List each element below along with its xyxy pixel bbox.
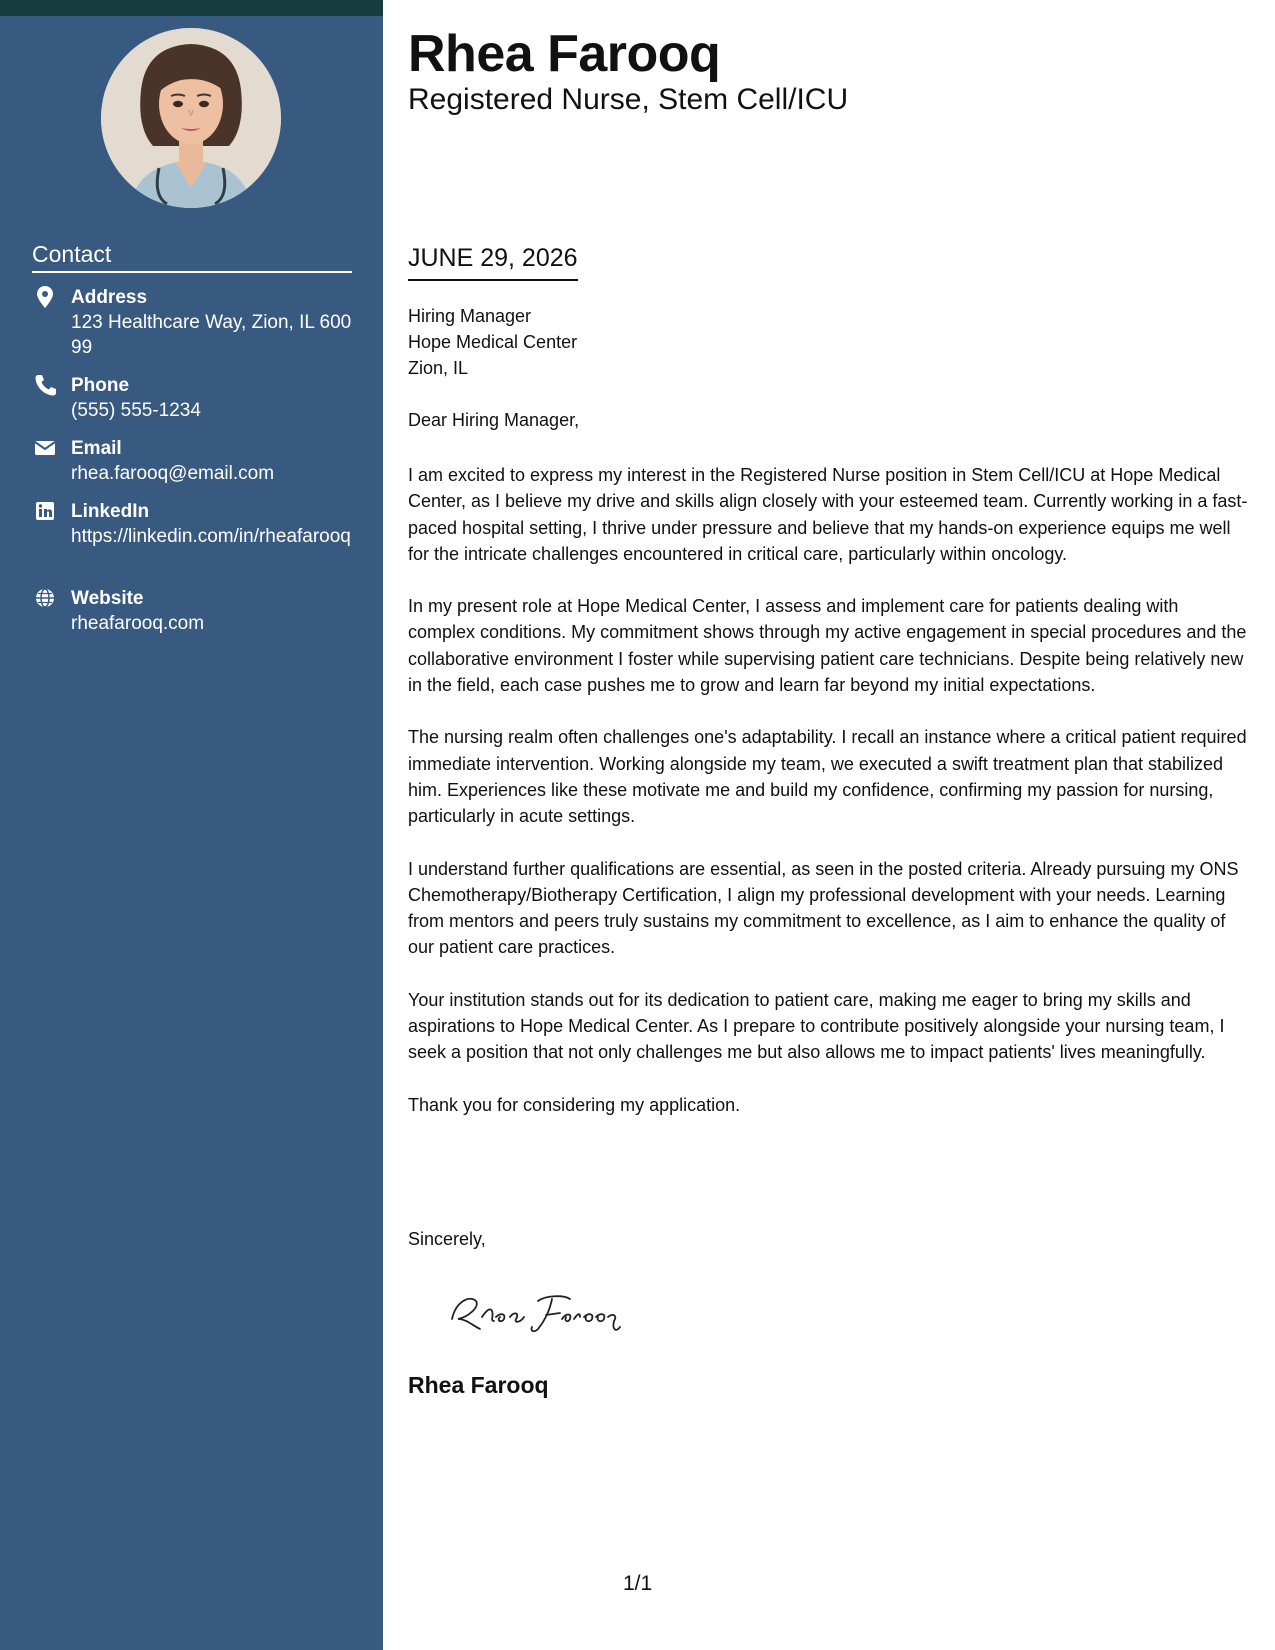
body-paragraph: In my present role at Hope Medical Center, I assess and implement care for patients dealing with complex conditions. My commitment shows through my active engagement in special procedures and the collaborative environment I foster while supervising patient care technicians. Despite being relatively new in the field, each case pushes me to grow and learn far beyond my initial expectations. bbox=[408, 596, 1247, 696]
envelope-icon bbox=[32, 436, 58, 460]
contact-label-linkedin: LinkedIn bbox=[71, 501, 150, 522]
contact-label-email: Email bbox=[71, 438, 122, 459]
body-paragraph: I am excited to express my interest in the Registered Nurse position in Stem Cell/ICU at Hope Medical Center, as I believe my drive and skills align closely with your esteemed team. Currently working in a fast-paced hospital setting, I thrive under pressure and believe that my hands-on experience equips me well for the intricate challenges encountered in critical care, particularly within oncology. bbox=[408, 465, 1248, 564]
applicant-name: Rhea Farooq bbox=[408, 25, 721, 83]
recipient-line: Zion, IL bbox=[408, 358, 469, 378]
contact-value-phone: (555) 555-1234 bbox=[71, 400, 201, 421]
contact-value-linkedin[interactable]: https://linkedin.com/in/rheafarooq bbox=[71, 526, 351, 547]
sidebar-top-bar bbox=[0, 0, 383, 16]
contact-divider bbox=[32, 271, 352, 273]
applicant-title: Registered Nurse, Stem Cell/ICU bbox=[408, 83, 849, 116]
letter-date: JUNE 29, 2026 bbox=[408, 244, 578, 281]
avatar-photo bbox=[101, 28, 281, 208]
phone-icon bbox=[32, 373, 58, 397]
contact-value-email[interactable]: rhea.farooq@email.com bbox=[71, 463, 275, 484]
contact-heading: Contact bbox=[32, 241, 112, 267]
contact-value-website[interactable]: rheafarooq.com bbox=[71, 613, 205, 634]
contact-label-phone: Phone bbox=[71, 375, 130, 396]
location-pin-icon bbox=[32, 285, 58, 309]
body-paragraph: I understand further qualifications are essential, as seen in the posted criteria. Already pursuing my ONS Chemotherapy/Biotherapy Certification, I align my professional development with your needs. Learning from mentors and peers truly sustains my commitment to excellence, as I aim to enhance the quality of our patient care practices. bbox=[408, 858, 1239, 958]
linkedin-icon bbox=[32, 499, 58, 523]
closing: Sincerely, bbox=[408, 1229, 486, 1249]
handwritten-signature bbox=[446, 1287, 636, 1342]
page-number: 1/1 bbox=[623, 1572, 653, 1595]
contact-label-address: Address bbox=[71, 287, 148, 308]
body-paragraph: The nursing realm often challenges one's adaptability. I recall an instance where a critical patient required immediate intervention. Working alongside my team, we executed a swift treatment plan that stabilized him. Experiences like these motivate me and build my confidence, confirming my passion for nursing, particularly in acute settings. bbox=[408, 727, 1247, 827]
sidebar bbox=[0, 0, 383, 1650]
letter-body bbox=[408, 462, 1248, 1144]
body-paragraph: Thank you for considering my application. bbox=[408, 1094, 741, 1115]
body-paragraph: Your institution stands out for its dedication to patient care, making me eager to bring my skills and aspirations to Hope Medical Center. As I prepare to contribute positively alongside your nursing team, I seek a position that not only challenges me but also allows me to impact patients' lives meaningfully. bbox=[408, 989, 1225, 1063]
recipient-line: Hiring Manager bbox=[408, 306, 532, 326]
avatar bbox=[101, 28, 281, 208]
contact-value-address: 123 Healthcare Way, Zion, IL 60099 bbox=[71, 312, 352, 358]
salutation: Dear Hiring Manager, bbox=[408, 410, 580, 430]
signed-name: Rhea Farooq bbox=[408, 1372, 549, 1398]
recipient-block bbox=[408, 303, 577, 381]
globe-icon bbox=[32, 586, 58, 610]
recipient-line: Hope Medical Center bbox=[408, 332, 578, 352]
contact-label-website: Website bbox=[71, 588, 144, 609]
